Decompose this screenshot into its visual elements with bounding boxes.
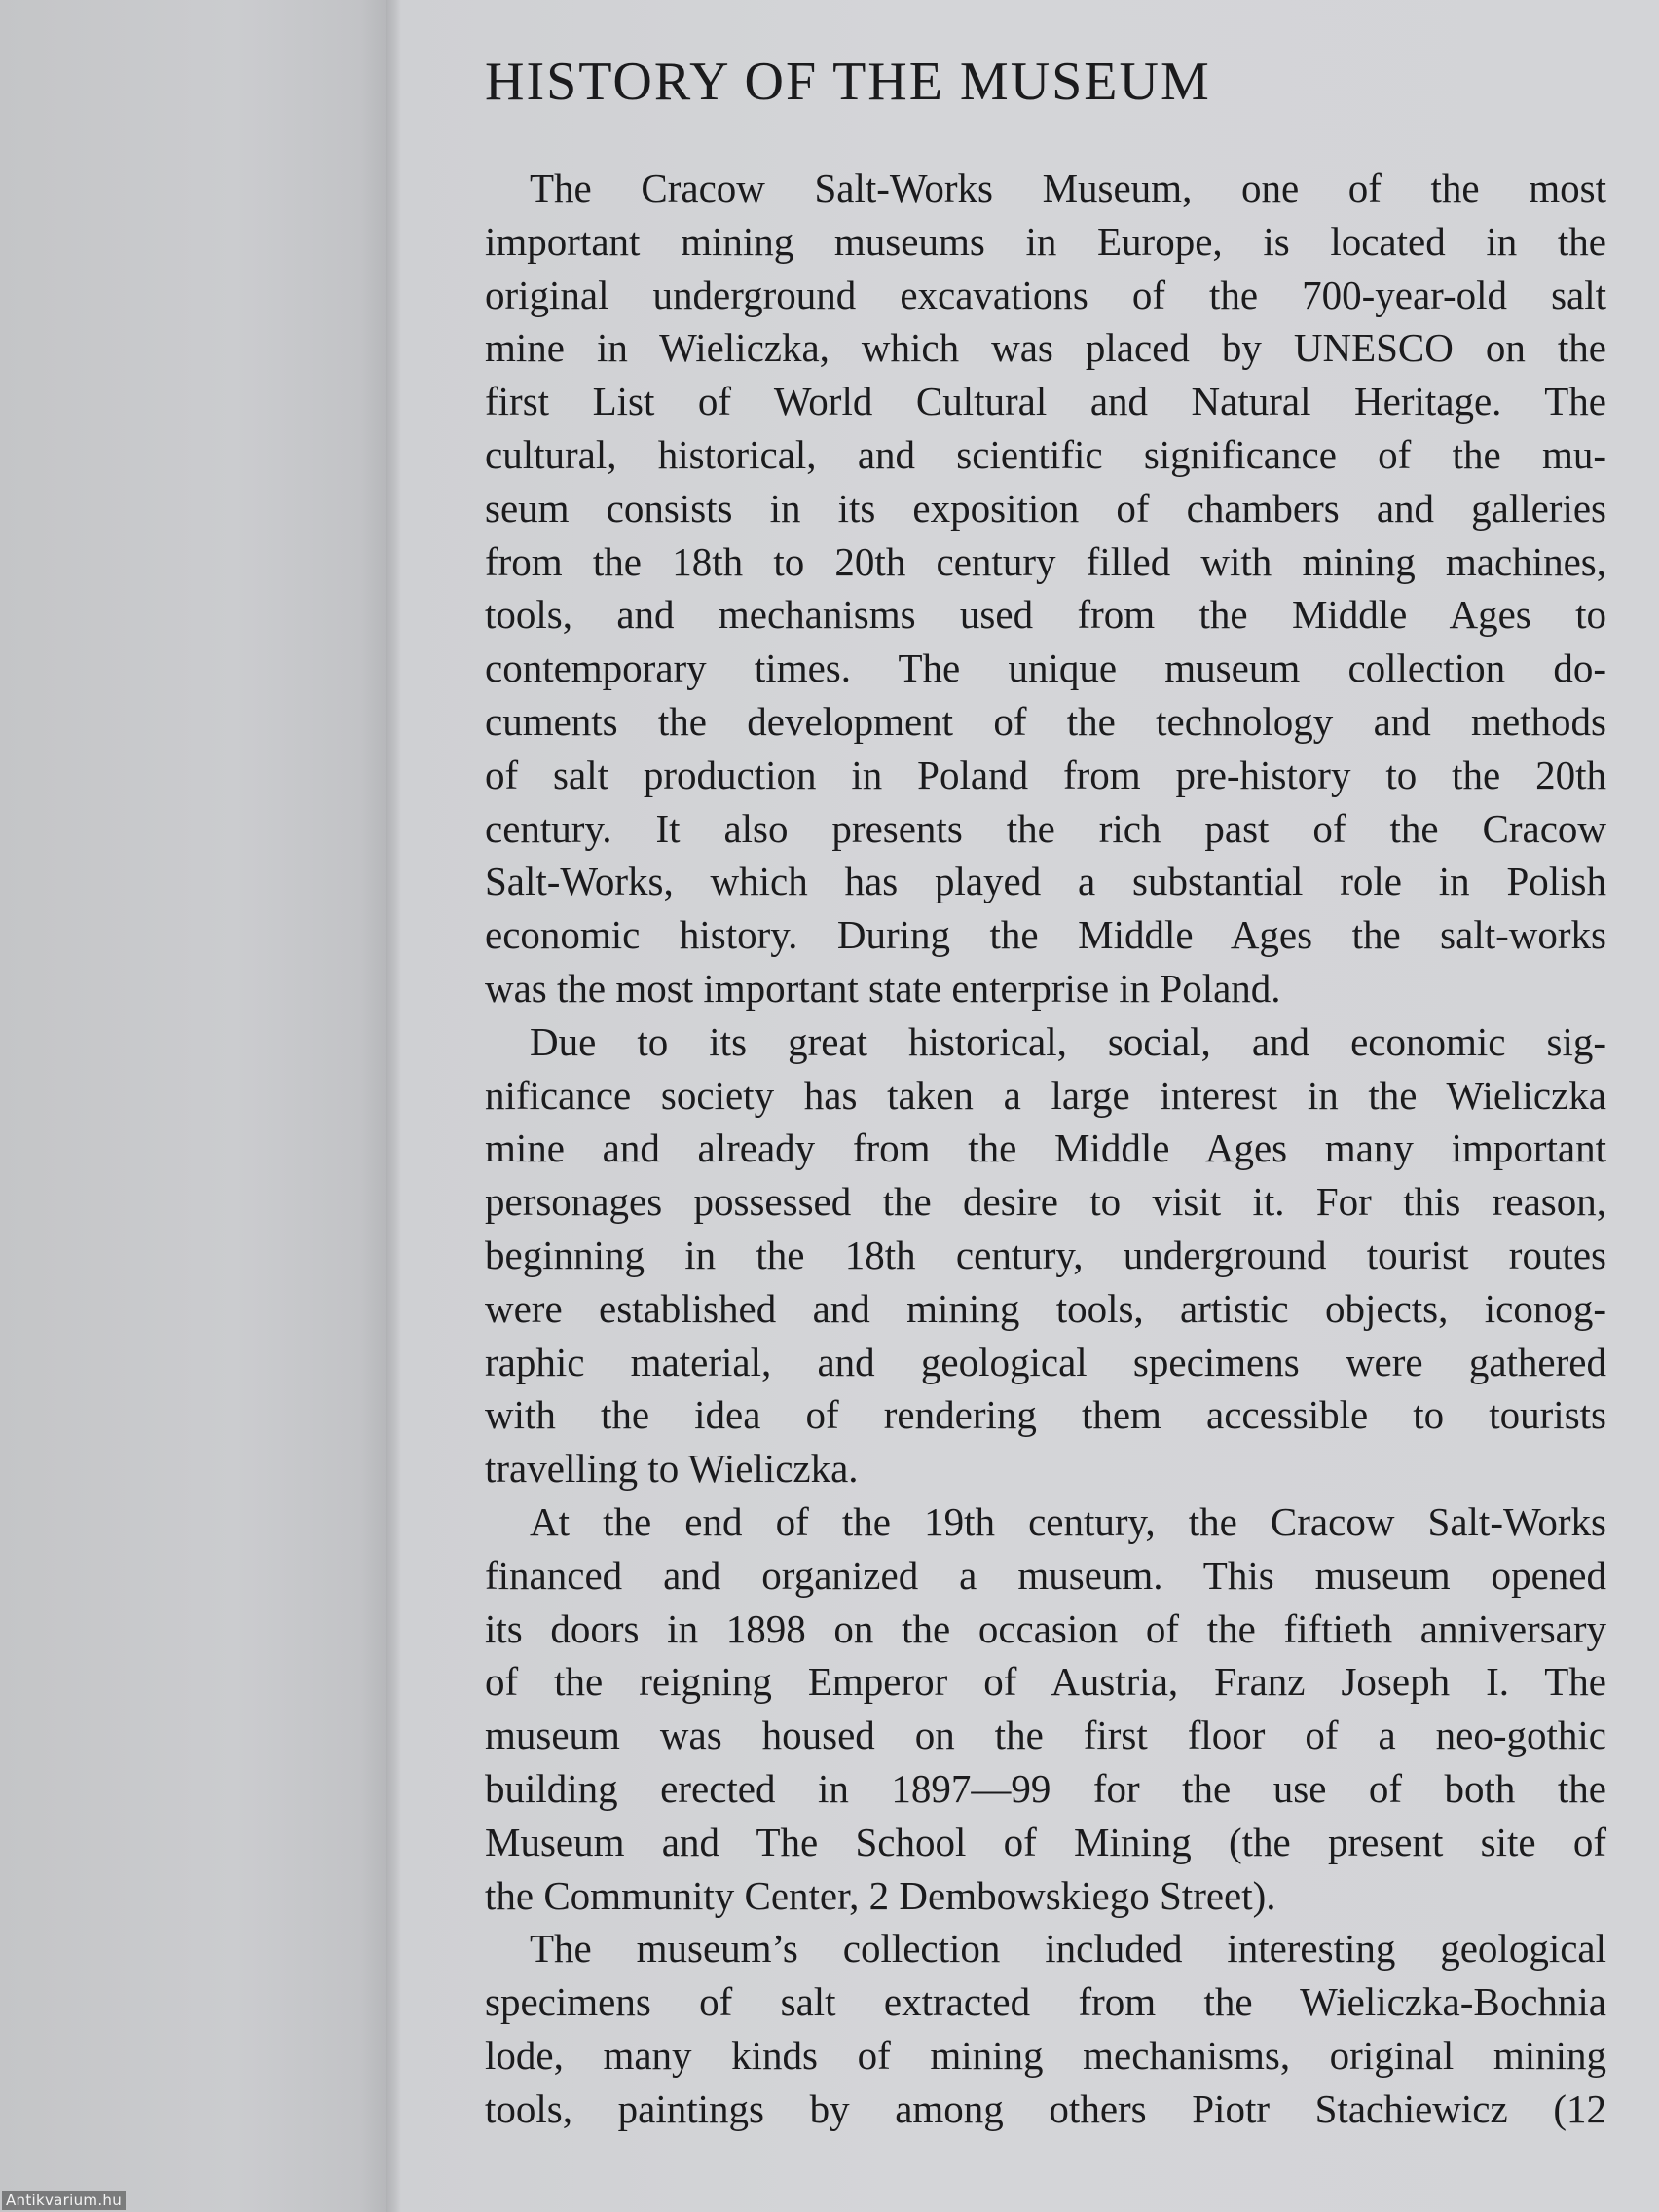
text-line: cultural, historical, and scientific significance of the mu-: [485, 431, 1606, 477]
text-line: contemporary times. The unique museum collection do-: [485, 645, 1606, 691]
text-line: museum was housed on the first floor of a neo-gothic: [485, 1713, 1606, 1758]
text-line: nificance society has taken a large interest in the Wieliczka: [485, 1072, 1606, 1118]
text-line: beginning in the 18th century, underground tourist routes: [485, 1232, 1606, 1277]
paragraph-1: [485, 162, 1606, 1015]
text-line: At the end of the 19th century, the Cracow Salt-Works: [530, 1498, 1606, 1544]
text-line: Museum and The School of Mining (the present site of: [485, 1819, 1606, 1864]
text-line: cuments the development of the technology and methods: [485, 698, 1606, 744]
paragraph-2: [485, 1015, 1606, 1495]
text-line: tools, paintings by among others Piotr Stachiewicz (12: [485, 2085, 1606, 2131]
watermark-logo: Antikvarium.hu: [2, 2191, 126, 2210]
text-line: tools, and mechanisms used from the Middle Ages to: [485, 592, 1606, 638]
text-line: were established and mining tools, artistic objects, iconog-: [485, 1285, 1606, 1331]
page-title: HISTORY OF THE MUSEUM: [485, 52, 1211, 112]
text-line: personages possessed the desire to visit it. For this reason,: [485, 1179, 1606, 1225]
text-line: its doors in 1898 on the occasion of the fiftieth anniversary: [485, 1605, 1606, 1651]
text-column: [485, 51, 1606, 2135]
text-line: of the reigning Emperor of Austria, Franz Joseph I. The: [485, 1659, 1606, 1705]
text-line: travelling to Wieliczka.: [485, 1446, 859, 1492]
text-line: building erected in 1897—99 for the use of both the: [485, 1765, 1606, 1811]
text-line: mine in Wieliczka, which was placed by UNESCO on the: [485, 325, 1606, 371]
text-line: specimens of salt extracted from the Wieliczka-Bochnia: [485, 1979, 1606, 2025]
text-line: economic history. During the Middle Ages the salt-works: [485, 912, 1606, 958]
paragraph-3: [485, 1495, 1606, 1922]
text-line: lode, many kinds of mining mechanisms, original mining: [485, 2032, 1606, 2078]
text-line: The Cracow Salt-Works Museum, one of the most: [530, 166, 1606, 210]
left-blank-page: [0, 0, 391, 2212]
text-line: seum consists in its exposition of chambers and galleries: [485, 485, 1606, 531]
book-gutter: [386, 0, 401, 2212]
text-line: Due to its great historical, social, and economic sig-: [530, 1018, 1606, 1064]
text-line: The museum’s collection included interesting geological: [530, 1926, 1606, 1972]
text-line: original underground excavations of the 700-year-old salt: [485, 272, 1606, 317]
text-line: financed and organized a museum. This museum opened: [485, 1552, 1606, 1598]
text-line: mine and already from the Middle Ages many important: [485, 1125, 1606, 1171]
paragraph-4: [485, 1922, 1606, 2135]
text-line: raphic material, and geological specimens were gathered: [485, 1339, 1606, 1384]
text-line: century. It also presents the rich past of the Cracow: [485, 805, 1606, 851]
text-line: first List of World Cultural and Natural Heritage. The: [485, 379, 1606, 424]
text-line: with the idea of rendering them accessible to tourists: [485, 1392, 1606, 1438]
text-line: was the most important state enterprise in Poland.: [485, 965, 1281, 1011]
text-line: Salt-Works, which has played a substantial role in Polish: [485, 859, 1606, 904]
text-line: from the 18th to 20th century filled with mining machines,: [485, 538, 1606, 584]
text-line: the Community Center, 2 Dembowskiego Street).: [485, 1872, 1276, 1918]
text-line: important mining museums in Europe, is located in the: [485, 218, 1606, 264]
text-line: of salt production in Poland from pre-history to the 20th: [485, 752, 1606, 797]
